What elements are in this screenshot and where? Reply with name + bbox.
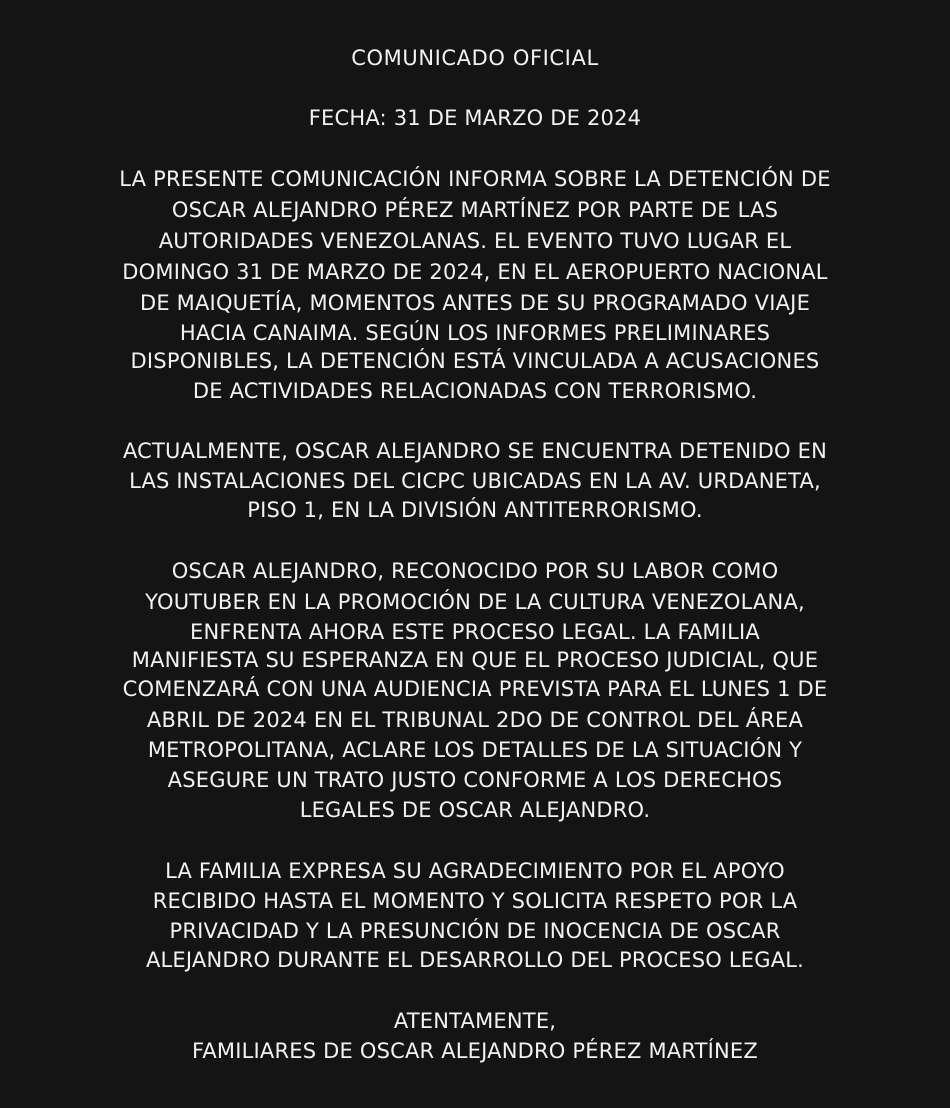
paragraph-line: ACTUALMENTE, OSCAR ALEJANDRO SE ENCUENTRA DETENIDO EN — [122, 439, 828, 463]
paragraph-line: DISPONIBLES, LA DETENCIÓN ESTÁ VINCULADA A ACUSACIONES — [130, 349, 820, 373]
paragraph-line: DE MAIQUETÍA, MOMENTOS ANTES DE SU PROGRAMADO VIAJE — [139, 291, 811, 315]
paragraph-line: METROPOLITANA, ACLARE LOS DETALLES DE LA SITUACIÓN Y — [147, 738, 803, 762]
paragraph-line: DE ACTIVIDADES RELACIONADAS CON TERRORISMO. — [192, 379, 758, 403]
paragraph-line: OSCAR ALEJANDRO PÉREZ MARTÍNEZ POR PARTE DE LAS — [171, 198, 779, 222]
paragraph-line: ASEGURE UN TRATO JUSTO CONFORME A LOS DERECHOS — [167, 768, 783, 792]
signature-line: FAMILIARES DE OSCAR ALEJANDRO PÉREZ MARTÍNEZ — [191, 1039, 758, 1063]
paragraph-line: AUTORIDADES VENEZOLANAS. EL EVENTO TUVO LUGAR EL — [158, 229, 792, 253]
paragraph-line: OSCAR ALEJANDRO, RECONOCIDO POR SU LABOR COMO — [171, 559, 779, 583]
paragraph-line: ENFRENTA AHORA ESTE PROCESO LEGAL. LA FAMILIA — [190, 620, 760, 644]
paragraph-line: LAS INSTALACIONES DEL CICPC UBICADAS EN LA AV. URDANETA, — [129, 469, 821, 493]
paragraph-line: DOMINGO 31 DE MARZO DE 2024, EN EL AEROPUERTO NACIONAL — [122, 260, 828, 284]
paragraph-line: PRIVACIDAD Y LA PRESUNCIÓN DE INOCENCIA DE OSCAR — [169, 919, 781, 943]
document-title: COMUNICADO OFICIAL — [351, 46, 599, 70]
paragraph-line: HACIA CANAIMA. SEGÚN LOS INFORMES PRELIMINARES — [179, 321, 771, 345]
paragraph-line: LEGALES DE OSCAR ALEJANDRO. — [299, 798, 651, 822]
paragraph-line: COMENZARÁ CON UNA AUDIENCIA PREVISTA PARA EL LUNES 1 DE — [122, 677, 828, 701]
paragraph-line: LA FAMILIA EXPRESA SU AGRADECIMIENTO POR EL APOYO — [165, 859, 785, 883]
paragraph-line: MANIFIESTA SU ESPERANZA EN QUE EL PROCESO JUDICIAL, QUE — [131, 648, 819, 672]
date-line: FECHA: 31 DE MARZO DE 2024 — [308, 106, 642, 130]
paragraph-line: ABRIL DE 2024 EN EL TRIBUNAL 2DO DE CONTROL DEL ÁREA — [146, 708, 804, 732]
paragraph-line: YOUTUBER EN LA PROMOCIÓN DE LA CULTURA VENEZOLANA, — [145, 590, 805, 614]
paragraph-line: PISO 1, EN LA DIVISIÓN ANTITERRORISMO. — [247, 498, 703, 522]
paragraph-line: RECIBIDO HASTA EL MOMENTO Y SOLICITA RESPETO POR LA — [152, 889, 798, 913]
paragraph-line: LA PRESENTE COMUNICACIÓN INFORMA SOBRE LA DETENCIÓN DE — [119, 167, 831, 191]
closing-line: ATENTAMENTE, — [393, 1009, 557, 1033]
paragraph-line: ALEJANDRO DURANTE EL DESARROLLO DEL PROCESO LEGAL. — [145, 948, 805, 972]
